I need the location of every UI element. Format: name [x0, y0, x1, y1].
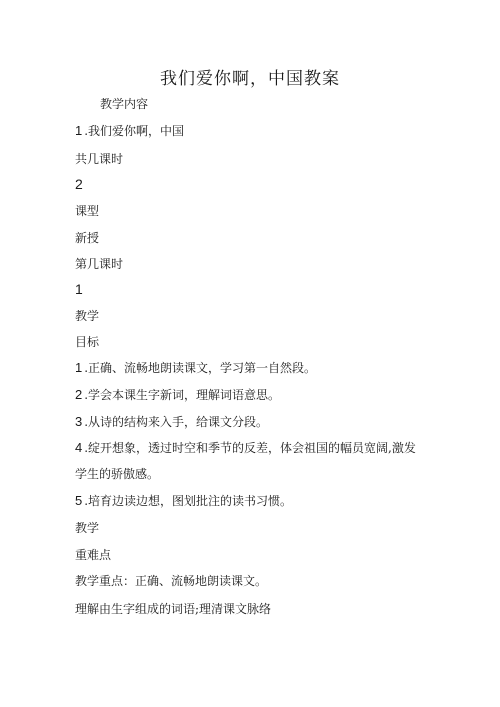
label-teaching-content: 教学内容: [100, 97, 149, 111]
objective-item-3: [75, 414, 268, 430]
label-objectives: 目标: [75, 335, 100, 349]
objective-item-4-continued: 学生的骄傲感。: [75, 467, 160, 481]
value-lesson-type: 新授: [75, 231, 100, 245]
item-number: 2: [75, 387, 83, 402]
item-text: .培育边读边想，图划批注的读书习惯。: [84, 494, 293, 508]
document-title: 我们爱你啊，中国教案: [160, 69, 340, 89]
label-teaching-2: 教学: [75, 521, 100, 535]
label-lesson-type: 课型: [75, 204, 100, 218]
item-text: .我们爱你啊，中国: [84, 124, 185, 138]
label-teaching: 教学: [75, 309, 100, 323]
item-number: 1: [75, 123, 83, 138]
item-number: 5: [75, 493, 83, 508]
item-number: 1: [75, 360, 83, 375]
label-total-lessons: 共几课时: [75, 152, 124, 166]
content-item-1: [75, 123, 184, 139]
value-lesson-number: 1: [75, 281, 83, 297]
item-text: .学会本课生字新词，理解词语意思。: [84, 388, 281, 402]
item-number: 3: [75, 414, 83, 429]
objective-item-2: [75, 387, 280, 403]
item-text: .绽开想象，透过时空和季节的反差，体会祖国的幅员宽阔,激发: [84, 441, 416, 455]
difficulty-text: 理解由生字组成的词语;理清课文脉络: [75, 602, 272, 616]
objective-item-5: [75, 493, 292, 509]
value-total-lessons: 2: [75, 176, 83, 192]
key-point-text: 教学重点：正确、流畅地朗读课文。: [75, 574, 268, 588]
item-number: 4: [75, 440, 83, 455]
objective-item-4: [75, 440, 416, 456]
label-key-difficulties: 重难点: [75, 548, 112, 562]
item-text: .从诗的结构来入手，给课文分段。: [84, 415, 269, 429]
item-text: .正确、流畅地朗读课文，学习第一自然段。: [84, 361, 317, 375]
label-lesson-number: 第几课时: [75, 257, 124, 271]
objective-item-1: [75, 360, 316, 376]
